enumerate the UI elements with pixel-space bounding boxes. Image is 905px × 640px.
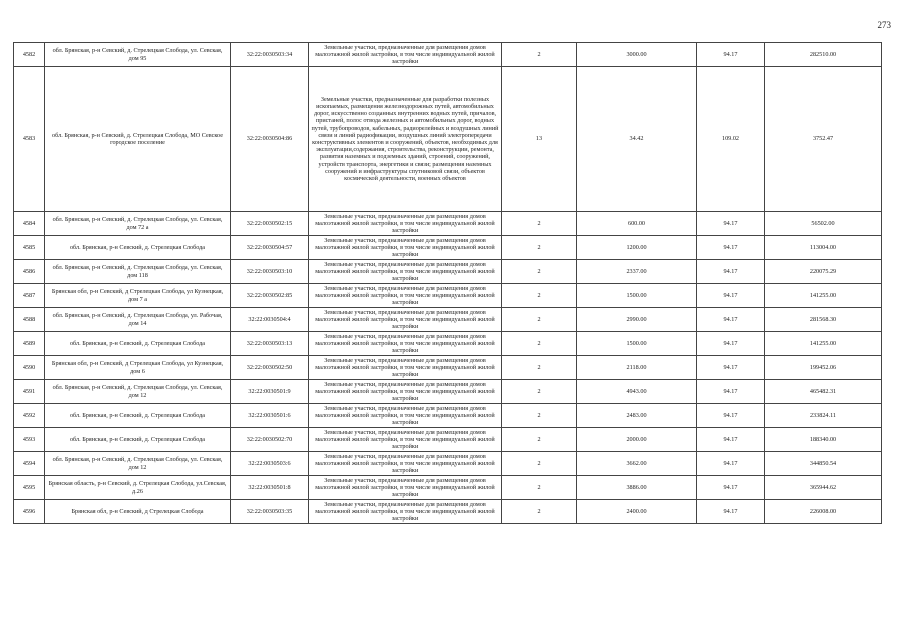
address-cell: обл. Брянская, р-н Севский, д. Стрелецкая Слобода, МО Севское городское поселение [45, 67, 231, 212]
land-registry-table [13, 42, 882, 524]
table-row [14, 43, 882, 67]
address-cell: обл. Брянская, р-н Севский, д. Стрелецкая Слобода [45, 428, 231, 452]
category-code-cell: 2 [502, 260, 577, 284]
row-number-cell: 4591 [14, 380, 45, 404]
category-code-cell: 2 [502, 212, 577, 236]
category-code-cell: 2 [502, 476, 577, 500]
row-number-cell: 4587 [14, 284, 45, 308]
land-category-cell: Земельные участки, предназначенные для размещения домов малоэтажной жилой застройки, в том числе индивидуальной жилой застройки [309, 476, 502, 500]
cadastral-cost-cell: 199452.06 [765, 356, 882, 380]
row-number-cell: 4589 [14, 332, 45, 356]
rate-cell: 94.17 [697, 356, 765, 380]
area-cell: 1200.00 [577, 236, 697, 260]
rate-cell: 94.17 [697, 308, 765, 332]
cadastral-number-cell: 32:22:0030503:6 [231, 452, 309, 476]
cadastral-cost-cell: 281568.30 [765, 308, 882, 332]
cadastral-cost-cell: 282510.00 [765, 43, 882, 67]
address-cell: обл. Брянская, р-н Севский, д. Стрелецкая Слобода [45, 236, 231, 260]
cadastral-number-cell: 32:22:0030504:86 [231, 67, 309, 212]
area-cell: 34.42 [577, 67, 697, 212]
cadastral-cost-cell: 226008.00 [765, 500, 882, 524]
cadastral-number-cell: 32:22:0030503:35 [231, 500, 309, 524]
land-category-cell: Земельные участки, предназначенные для размещения домов малоэтажной жилой застройки, в том числе индивидуальной жилой застройки [309, 428, 502, 452]
table-row [14, 67, 882, 212]
land-category-cell: Земельные участки, предназначенные для размещения домов малоэтажной жилой застройки, в том числе индивидуальной жилой застройки [309, 500, 502, 524]
row-number-cell: 4588 [14, 308, 45, 332]
cadastral-cost-cell: 56502.00 [765, 212, 882, 236]
rate-cell: 109.02 [697, 67, 765, 212]
rate-cell: 94.17 [697, 428, 765, 452]
row-number-cell: 4593 [14, 428, 45, 452]
land-category-cell: Земельные участки, предназначенные для размещения домов малоэтажной жилой застройки, в том числе индивидуальной жилой застройки [309, 404, 502, 428]
cadastral-cost-cell: 141255.00 [765, 284, 882, 308]
row-number-cell: 4583 [14, 67, 45, 212]
row-number-cell: 4582 [14, 43, 45, 67]
category-code-cell: 2 [502, 428, 577, 452]
category-code-cell: 2 [502, 380, 577, 404]
address-cell: Брянская обл, р-н Севский, д Стрелецкая Слобода [45, 500, 231, 524]
land-category-cell: Земельные участки, предназначенные для размещения домов малоэтажной жилой застройки, в том числе индивидуальной жилой застройки [309, 236, 502, 260]
address-cell: обл. Брянская, р-н Севский, д. Стрелецкая Слобода, ул. Севская, дом 12 [45, 452, 231, 476]
land-category-cell: Земельные участки, предназначенные для размещения домов малоэтажной жилой застройки, в том числе индивидуальной жилой застройки [309, 43, 502, 67]
area-cell: 4943.00 [577, 380, 697, 404]
area-cell: 3886.00 [577, 476, 697, 500]
row-number-cell: 4586 [14, 260, 45, 284]
land-category-cell: Земельные участки, предназначенные для размещения домов малоэтажной жилой застройки, в том числе индивидуальной жилой застройки [309, 212, 502, 236]
category-code-cell: 2 [502, 356, 577, 380]
land-category-cell: Земельные участки, предназначенные для размещения домов малоэтажной жилой застройки, в том числе индивидуальной жилой застройки [309, 284, 502, 308]
address-cell: обл. Брянская, р-н Севский, д. Стрелецкая Слобода [45, 404, 231, 428]
area-cell: 2483.00 [577, 404, 697, 428]
row-number-cell: 4590 [14, 356, 45, 380]
cadastral-number-cell: 32:22:0030502:15 [231, 212, 309, 236]
row-number-cell: 4596 [14, 500, 45, 524]
land-category-cell: Земельные участки, предназначенные для размещения домов малоэтажной жилой застройки, в том числе индивидуальной жилой застройки [309, 260, 502, 284]
address-cell: обл. Брянская, р-н Севский, д. Стрелецкая Слобода, ул. Севская, дом 95 [45, 43, 231, 67]
category-code-cell: 2 [502, 500, 577, 524]
table-row [14, 308, 882, 332]
land-category-cell: Земельные участки, предназначенные для разработки полезных ископаемых, размещения железнодорожных путей, автомобильных дорог, искусственно созданных внутренних водных путей, причалов, пристаней, полос отвода железных и автомобильных дорог, водных путей, трубопроводов, кабельных, радиорелейных и воздушных линий связи и линий радиофикации, воздушных линий электропередачи конструктивных элементов и сооружений, объектов, необходимых для эксплуатации,содержания, строительства, реконструкции, ремонта, развития наземных и подземных зданий, строений, сооружений, устройств транспорта, энергетики и связи; размещения наземных сооружений и инфраструктуры спутниковой связи, объектов космической деятельности, военных объектов [309, 67, 502, 212]
rate-cell: 94.17 [697, 43, 765, 67]
address-cell: обл. Брянская, р-н Севский, д. Стрелецкая Слобода, ул. Севская, дом 12 [45, 380, 231, 404]
area-cell: 2400.00 [577, 500, 697, 524]
cadastral-number-cell: 32:22:0030503:10 [231, 260, 309, 284]
table-row [14, 236, 882, 260]
category-code-cell: 2 [502, 404, 577, 428]
cadastral-number-cell: 32:22:0030501:9 [231, 380, 309, 404]
category-code-cell: 2 [502, 452, 577, 476]
land-category-cell: Земельные участки, предназначенные для размещения домов малоэтажной жилой застройки, в том числе индивидуальной жилой застройки [309, 308, 502, 332]
category-code-cell: 2 [502, 236, 577, 260]
rate-cell: 94.17 [697, 380, 765, 404]
address-cell: обл. Брянская, р-н Севский, д. Стрелецкая Слобода, ул. Севская, дом 72 а [45, 212, 231, 236]
rate-cell: 94.17 [697, 452, 765, 476]
row-number-cell: 4592 [14, 404, 45, 428]
address-cell: обл. Брянская, р-н Севский, д. Стрелецкая Слобода, ул. Севская, дом 118 [45, 260, 231, 284]
rate-cell: 94.17 [697, 260, 765, 284]
cadastral-number-cell: 32:22:0030501:8 [231, 476, 309, 500]
rate-cell: 94.17 [697, 332, 765, 356]
cadastral-cost-cell: 188340.00 [765, 428, 882, 452]
table-row [14, 284, 882, 308]
rate-cell: 94.17 [697, 476, 765, 500]
row-number-cell: 4594 [14, 452, 45, 476]
table-row [14, 500, 882, 524]
cadastral-number-cell: 32:22:0030501:6 [231, 404, 309, 428]
table-row [14, 452, 882, 476]
table-row [14, 212, 882, 236]
category-code-cell: 2 [502, 332, 577, 356]
area-cell: 2990.00 [577, 308, 697, 332]
rate-cell: 94.17 [697, 500, 765, 524]
rate-cell: 94.17 [697, 284, 765, 308]
cadastral-cost-cell: 220075.29 [765, 260, 882, 284]
table-row [14, 356, 882, 380]
address-cell: Брянская обл, р-н Севский, д Стрелецкая Слобода, ул Кузнецкая, дом 7 а [45, 284, 231, 308]
cadastral-number-cell: 32:22:0030502:50 [231, 356, 309, 380]
category-code-cell: 2 [502, 308, 577, 332]
table-row [14, 260, 882, 284]
area-cell: 3000.00 [577, 43, 697, 67]
area-cell: 2118.00 [577, 356, 697, 380]
category-code-cell: 13 [502, 67, 577, 212]
cadastral-cost-cell: 465482.31 [765, 380, 882, 404]
address-cell: обл. Брянская, р-н Севский, д. Стрелецкая Слобода, ул. Рабочая, дом 14 [45, 308, 231, 332]
category-code-cell: 2 [502, 43, 577, 67]
rate-cell: 94.17 [697, 404, 765, 428]
address-cell: Брянская обл, р-н Севский, д Стрелецкая Слобода, ул Кузнецкая, дом 6 [45, 356, 231, 380]
address-cell: обл. Брянская, р-н Севский, д. Стрелецкая Слобода [45, 332, 231, 356]
cadastral-number-cell: 32:22:0030504:4 [231, 308, 309, 332]
land-category-cell: Земельные участки, предназначенные для размещения домов малоэтажной жилой застройки, в том числе индивидуальной жилой застройки [309, 380, 502, 404]
area-cell: 1500.00 [577, 332, 697, 356]
category-code-cell: 2 [502, 284, 577, 308]
page-number: 273 [877, 20, 891, 30]
rate-cell: 94.17 [697, 236, 765, 260]
cadastral-number-cell: 32:22:0030502:70 [231, 428, 309, 452]
table-row [14, 380, 882, 404]
cadastral-cost-cell: 113004.00 [765, 236, 882, 260]
land-category-cell: Земельные участки, предназначенные для размещения домов малоэтажной жилой застройки, в том числе индивидуальной жилой застройки [309, 332, 502, 356]
rate-cell: 94.17 [697, 212, 765, 236]
area-cell: 2337.00 [577, 260, 697, 284]
cadastral-number-cell: 32:22:0030502:85 [231, 284, 309, 308]
row-number-cell: 4595 [14, 476, 45, 500]
area-cell: 3662.00 [577, 452, 697, 476]
cadastral-cost-cell: 3752.47 [765, 67, 882, 212]
cadastral-number-cell: 32:22:0030504:57 [231, 236, 309, 260]
row-number-cell: 4584 [14, 212, 45, 236]
row-number-cell: 4585 [14, 236, 45, 260]
table-row [14, 428, 882, 452]
area-cell: 1500.00 [577, 284, 697, 308]
table-body [14, 43, 882, 524]
cadastral-cost-cell: 233824.11 [765, 404, 882, 428]
cadastral-cost-cell: 344850.54 [765, 452, 882, 476]
area-cell: 2000.00 [577, 428, 697, 452]
land-category-cell: Земельные участки, предназначенные для размещения домов малоэтажной жилой застройки, в том числе индивидуальной жилой застройки [309, 452, 502, 476]
cadastral-cost-cell: 365944.62 [765, 476, 882, 500]
cadastral-number-cell: 32:22:0030503:34 [231, 43, 309, 67]
land-category-cell: Земельные участки, предназначенные для размещения домов малоэтажной жилой застройки, в том числе индивидуальной жилой застройки [309, 356, 502, 380]
table-row [14, 332, 882, 356]
cadastral-number-cell: 32:22:0030503:13 [231, 332, 309, 356]
address-cell: Брянская область, р-н Севский, д. Стрелецкая Слобода, ул.Севская, д.26 [45, 476, 231, 500]
area-cell: 600.00 [577, 212, 697, 236]
table-row [14, 404, 882, 428]
table-row [14, 476, 882, 500]
cadastral-cost-cell: 141255.00 [765, 332, 882, 356]
